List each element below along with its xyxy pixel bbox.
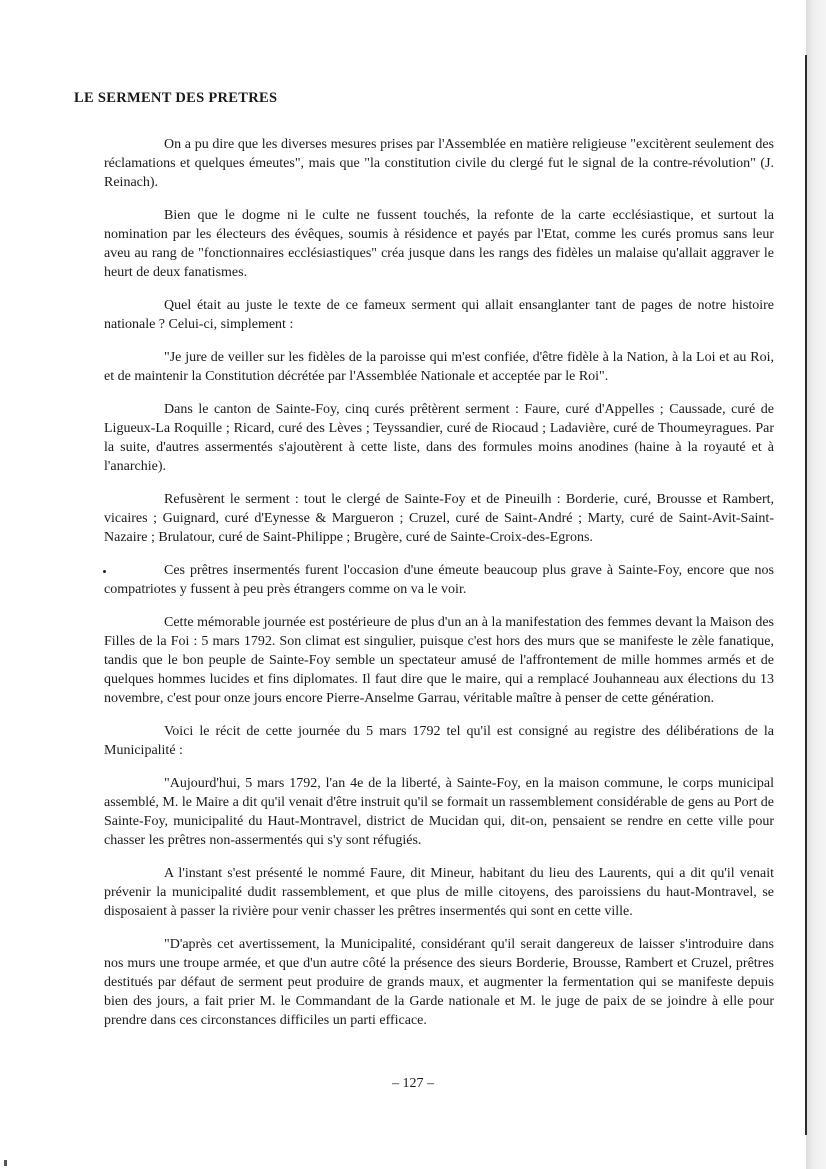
paragraph-1: On a pu dire que les diverses mesures prises par l'Assemblée en matière religieuse "excitèrent seulement des réclamations et quelques émeutes", mais que "la constitution civile du clergé fut le signal de la contre-révolution" (J. Reinach). <box>104 137 774 190</box>
paragraph-3: Quel était au juste le texte de ce fameux serment qui allait ensanglanter tant de pages de notre histoire nationale ? Celui-ci, simplement : <box>104 298 774 332</box>
document-page <box>74 90 774 1044</box>
scan-margin-shadow <box>806 0 826 1169</box>
paragraph-12: "D'après cet avertissement, la Municipalité, considérant qu'il serait dangereux de laisser s'introduire dans nos murs une troupe armée, et que d'un autre côté la présence des sieurs Borderie, Brousse, Rambert et Cruzel, prêtres destitués par défaut de serment peut produire de grands maux, et augmenter la fermentation qui se manifeste depuis bien des jours, a fait prier M. le Commandant de la Garde nationale et M. le juge de paix de se joindre à elle pour prendre dans ces circonstances difficiles un parti efficace. <box>104 937 774 1028</box>
paragraph-5: Dans le canton de Sainte-Foy, cinq curés prêtèrent serment : Faure, curé d'Appelles ; Caussade, curé de Ligueux-La Roquille ; Ricard, curé des Lèves ; Teyssandier, curé de Riocaud ; Ladavière, curé de Thoumeyragues. Par la suite, d'autres assermentés s'ajoutèrent à cette liste, dans des formules moins anodines (haine à la royauté et à l'anarchie). <box>104 402 774 474</box>
page-number: – 127 – <box>392 1076 434 1091</box>
paragraph-6: Refusèrent le serment : tout le clergé de Sainte-Foy et de Pineuilh : Borderie, curé, Brousse et Rambert, vicaires ; Guignard, curé d'Eynesse & Margueron ; Cruzel, curé de Saint-André ; Marty, curé de Saint-Avit-Saint-Nazaire ; Brulatour, curé de Saint-Philippe ; Brugère, curé de Sainte-Croix-des-Egrons. <box>104 492 774 545</box>
paragraph-10: "Aujourd'hui, 5 mars 1792, l'an 4e de la liberté, à Sainte-Foy, en la maison commune, le corps municipal assemblé, M. le Maire a dit qu'il venait d'être instruit qu'il se formait un rassemblement considérable de gens au Port de Sainte-Foy, municipalité du Haut-Montravel, district de Mucidan qui, dit-on, pensaient se rendre en cette ville pour chasser les prêtres non-assermentés qui s'y sont réfugiés. <box>104 776 774 848</box>
paragraph-11: A l'instant s'est présenté le nommé Faure, dit Mineur, habitant du lieu des Laurents, qui a dit qu'il venait prévenir la municipalité dudit rassemblement, et que plus de mille citoyens, des paroissiens du haut-Montravel, se disposaient à passer la rivière pour venir chasser les prêtres insermentés qui sont en cette ville. <box>104 866 774 919</box>
scan-speck <box>103 570 106 573</box>
document-title: LE SERMENT DES PRETRES <box>74 90 278 106</box>
paragraph-9: Voici le récit de cette journée du 5 mars 1792 tel qu'il est consigné au registre des délibérations de la Municipalité : <box>104 724 774 758</box>
scan-edge-line <box>805 55 807 1135</box>
oath-quote: "Je jure de veiller sur les fidèles de la paroisse qui m'est confiée, d'être fidèle à la Nation, à la Loi et au Roi, et de maintenir la Constitution décrétée par l'Assemblée Nationale et acceptée par le Roi". <box>104 350 774 384</box>
paragraph-2: Bien que le dogme ni le culte ne fussent touchés, la refonte de la carte ecclésiastique, et surtout la nomination par les électeurs des évêques, soumis à résidence et payés par l'Etat, comme les curés promus sans leur aveu au rang de "fonctionnaires ecclésiastiques" créa jusque dans les rangs des fidèles un malaise qu'allait aggraver le heurt de deux fanatismes. <box>104 208 774 280</box>
scan-corner-mark <box>4 1160 7 1166</box>
paragraph-7: Ces prêtres insermentés furent l'occasion d'une émeute beaucoup plus grave à Sainte-Foy, encore que nos compatriotes y fussent à peu près étrangers comme on va le voir. <box>104 563 774 597</box>
paragraph-8: Cette mémorable journée est postérieure de plus d'un an à la manifestation des femmes devant la Maison des Filles de la Foi : 5 mars 1792. Son climat est singulier, puisque c'est hors des murs que se manifeste le zèle fanatique, tandis que le bon peuple de Sainte-Foy semble un spectateur amusé de l'affrontement de mille hommes armés et de quelques hommes lucides et fins diplomates. Il faut dire que le maire, qui a remplacé Jouhanneau aux élections du 13 novembre, c'est pour onze jours encore Pierre-Anselme Garrau, véritable maître à penser de cette génération. <box>104 615 774 706</box>
